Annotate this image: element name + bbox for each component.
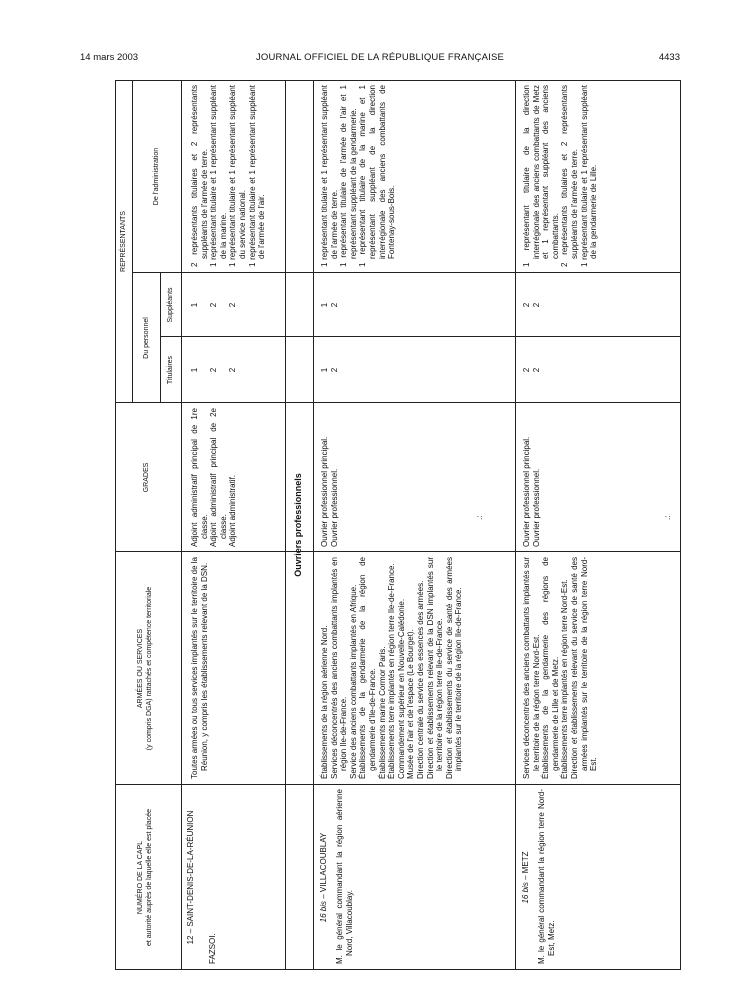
section-villacoublay-administration	[320, 85, 397, 267]
row-divider-2	[313, 80, 314, 970]
col-divider-1	[115, 784, 681, 785]
villacoublay-service-11: Direction et établissements du service de santé des armées implantés sur le territoire de la région Ile-de-France.	[444, 557, 464, 779]
villacoublay-suppleant-1: 1	[320, 302, 329, 308]
metz-suppleant-1: 2	[522, 302, 531, 308]
col-header-du-personnel: Du personnel	[143, 317, 150, 359]
section-metz-administration	[522, 85, 599, 267]
col-header-suppleants: Suppléants	[167, 287, 174, 323]
villacoublay-titulaire-2: 2	[329, 367, 339, 373]
section-metz-services	[522, 557, 599, 779]
villacoublay-service-3: Service des anciens combattants implantés en Afrique.	[348, 584, 358, 779]
villacoublay-service-10: Direction et établissements relevant de la DSN implantés sur le territoire de la région terre Ile-de-France.	[425, 557, 445, 779]
representants-divider	[132, 80, 133, 403]
header-divider	[181, 80, 182, 970]
section-villacoublay-title	[319, 785, 328, 970]
page-number: 4433	[658, 52, 680, 63]
section-12-suppleant-1: 1	[190, 302, 199, 308]
section-12-suppleants	[190, 273, 238, 337]
col-header-capl	[137, 785, 154, 970]
villacoublay-admin-1: 1 représentant titulaire et 1 représentant suppléant de l'armée de terre.	[320, 85, 339, 267]
col-header-capl-line1: NUMÉRO DE LA CAPL	[137, 840, 144, 915]
table-border-right	[115, 80, 681, 81]
section-metz-num: 16 bis	[521, 882, 530, 904]
section-metz-grades	[522, 408, 541, 547]
col-header-grades: GRADES	[143, 462, 150, 493]
col-header-representants: REPRÉSENTANTS	[120, 211, 127, 272]
villacoublay-service-1: Établissements de la région aérienne Nord.	[320, 625, 329, 779]
row-divider-1	[285, 80, 286, 970]
villacoublay-admin-3: 1 représentant titulaire de la marine et 1 représentant suppléant de la direction interrégionale des anciens combattants de Fontenay-sous-Bois.	[358, 85, 397, 267]
section-12-admin-4: 1 représentant titulaire et 1 représentant suppléant de l'armée de l'air.	[247, 85, 267, 267]
metz-admin-1: 1 représentant titulaire de la direction interrégionale des anciens combattants de Metz et 1 représentant suppléant des anciens combattants.	[522, 85, 560, 267]
villacoublay-service-2: Services déconcentrés des anciens combattants implantés en région Ile-de-France.	[329, 557, 349, 779]
section-villacoublay-name: – VILLACOUBLAY	[319, 832, 328, 901]
section-12-titulaires	[190, 337, 238, 403]
villacoublay-dots: .:	[475, 515, 484, 520]
section-12-autorite-text: FAZSOI.	[208, 933, 217, 964]
section-villacoublay-autorite	[335, 789, 354, 964]
section-12-suppleant-2: 2	[209, 302, 218, 308]
header-date: 14 mars 2003	[80, 52, 139, 63]
villacoublay-service-6: Établissements terre implantés en région terre Ile-de-France.	[387, 563, 397, 779]
metz-admin-2: 2 représentants titulaires et 2 représentants suppléants de l'armée de terre.	[560, 85, 579, 267]
col-header-services-line1: ARMÉES OU SERVICES	[137, 628, 144, 709]
villacoublay-admin-2: 1 représentant titulaire de l'armée de l'air et 1 représentant suppléant de la gendarmerie.	[339, 85, 358, 267]
metz-titulaire-1: 2	[522, 367, 531, 373]
section-villacoublay-num: 16 bis	[319, 900, 328, 923]
villacoublay-service-8: Musée de l'air et de l'espace (Le Bourget).	[406, 629, 416, 779]
section-12-services	[190, 557, 209, 779]
section-villacoublay-titulaires	[320, 337, 339, 403]
metz-titulaire-2: 2	[531, 367, 541, 373]
section-12-titulaire-2: 2	[209, 367, 218, 373]
col-header-capl-line2: et autorité auprès de laquelle elle est placée	[145, 809, 153, 946]
metz-grade-2: Ouvrier professionnel.	[531, 468, 541, 547]
section-villacoublay-grades	[320, 408, 339, 547]
villacoublay-service-4: Établissements de la gendarmerie de la région de gendarmerie d'Ile-de-France.	[358, 557, 377, 779]
villacoublay-grade-2: Ouvrier professionnel.	[329, 468, 339, 547]
table-border-left	[115, 969, 681, 970]
section-12-autorite	[208, 789, 218, 964]
col-header-services-line2: (y compris DGA) rattachés et compétence territoriale	[145, 586, 153, 751]
section-12-grade-1: Adjoint administratif principal de 1re classe.	[190, 408, 209, 547]
section-12-admin-1: 2 représentants titulaires et 2 représentants suppléants de l'armée de terre.	[190, 85, 209, 267]
col-header-services	[137, 552, 154, 785]
table-border-bottom	[680, 80, 681, 970]
section-12-titulaire-1: 1	[190, 367, 199, 373]
section-12-grades	[190, 408, 238, 547]
metz-suppleant-2: 2	[531, 302, 541, 308]
row-divider-3	[515, 80, 516, 970]
villacoublay-service-5: Établissements marine Cormor Paris.	[377, 646, 387, 779]
col-divider-2	[115, 551, 681, 552]
section-12-grade-3: Adjoint administratif.	[228, 474, 238, 547]
section-12-title: 12 – SAINT-DENIS-DE-LA-RÉUNION	[186, 810, 195, 945]
villacoublay-service-9: Direction centrale du service des essences des armées.	[415, 580, 425, 779]
villacoublay-grade-1: Ouvrier professionnel principal.	[320, 436, 329, 547]
metz-service-2: Établissements de la gendarmerie des régions de gendarmerie de Lille et de Metz.	[541, 557, 560, 779]
section-12-administration	[190, 85, 267, 267]
col-divider-4	[160, 336, 681, 337]
section-12-suppleant-3: 2	[228, 302, 237, 308]
rotated-table	[115, 80, 681, 970]
section-metz-autorite-text: M. le général commandant la région terre Nord-Est, Metz.	[537, 789, 556, 964]
section-metz-name: – METZ	[521, 851, 530, 883]
section-metz-suppleants	[522, 273, 541, 337]
table-border-top	[115, 80, 116, 970]
personnel-divider	[160, 273, 161, 403]
section-metz-autorite	[537, 789, 556, 964]
villacoublay-titulaire-1: 1	[320, 367, 329, 373]
section-12-admin-2: 1 représentant titulaire et 1 représentant suppléant de la marine.	[209, 85, 228, 267]
metz-service-1: Services déconcentrés des anciens combattants implantés sur le territoire de la région terre Nord-Est.	[522, 557, 541, 779]
metz-grade-1: Ouvrier professionnel principal.	[522, 436, 531, 547]
section-12-services-text: Toutes armées ou tous services implantés sur le territoire de la Réunion, y compris les établissements relevant de la DSN.	[190, 557, 209, 779]
metz-dots: .:	[663, 515, 672, 520]
metz-service-4: Direction et établissements relevant du service de santé des armées implantés sur le territoire de la région terre Nord-Est.	[569, 557, 599, 779]
page-header	[80, 52, 680, 66]
villacoublay-service-7: Commandement supérieur en Nouvelle-Calédonie.	[396, 598, 406, 779]
section-villacoublay-services	[320, 557, 464, 779]
ouvriers-professionnels-title: Ouvriers professionnels	[293, 473, 303, 577]
section-12-grade-2: Adjoint administratif principal de 2e classe.	[209, 408, 228, 547]
col-header-titulaires: Titulaires	[167, 355, 174, 385]
journal-title: JOURNAL OFFICIEL DE LA RÉPUBLIQUE FRANÇAISE	[255, 52, 505, 63]
col-header-administration: De l'administration	[153, 147, 160, 206]
section-metz-titulaires	[522, 337, 541, 403]
section-metz-title	[521, 785, 530, 970]
section-villacoublay-autorite-text: M. le général commandant la région aérienne Nord, Villacoublay.	[335, 789, 354, 964]
metz-service-3: Établissements terre implantés en région terre Nord-Est.	[560, 579, 570, 779]
metz-admin-3: 1 représentant titulaire et 1 représentant suppléant de la gendarmerie de Lille.	[579, 85, 599, 267]
section-villacoublay-suppleants	[320, 273, 339, 337]
villacoublay-suppleant-2: 2	[329, 302, 339, 308]
section-12-admin-3: 1 représentant titulaire et 1 représentant suppléant du service national.	[228, 85, 247, 267]
section-12-titulaire-3: 2	[228, 367, 237, 373]
